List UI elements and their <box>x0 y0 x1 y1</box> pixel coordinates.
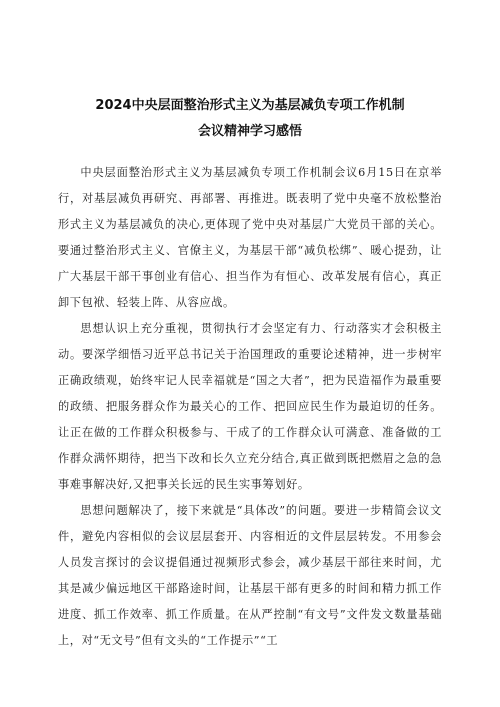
body-paragraph: 思想认识上充分重视，贯彻执行才会坚定有力、行动落实才会积极主动。要深学细悟习近平总书记关于治国理政的重要论述精神，进一步树牢正确政绩观，始终牢记人民幸福就是“国之大者”，把为民造福作为最重要的政绩、把服务群众作为最关心的工作、把回应民生作为最迫切的任务。让正在做的工作群众积极参与、干成了的工作群众认可满意、准备做的工作群众满怀期待，把当下改和长久立充分结合,真正做到既把燃眉之急的急事难事解决好,又把事关长远的民生实事筹划好。 <box>58 322 442 491</box>
document-body <box>58 160 442 654</box>
body-paragraph: 中央层面整治形式主义为基层减负专项工作机制会议6月15日在京举行，对基层减负再研究、再部署、再推进。既表明了党中央毫不放松整治形式主义为基层减负的决心,更体现了党中央对基层广大党员干部的关心。要通过整治形式主义、官僚主义，为基层干部“减负松绑”、暖心提劲，让广大基层干部干事创业有信心、担当作为有恒心、改革发展有信心，真正卸下包袱、轻装上阵、从容应战。 <box>58 166 442 309</box>
document-title-line-1: 2024中央层面整治形式主义为基层减负专项工作机制 <box>95 98 405 113</box>
document-title-line-2: 会议精神学习感悟 <box>197 124 302 139</box>
body-paragraph: 思想问题解决了，接下来就是“具体改”的问题。要进一步精简会议文件，避免内容相似的会议层层套开、内容相近的文件层层转发。不用参会人员发言探讨的会议提倡通过视频形式参会，减少基层干部往来时间，尤其是减少偏远地区干部路途时间，让基层干部有更多的时间和精力抓工作进度、抓工作效率、抓工作质量。在从严控制“有文号”文件发文数量基础上，对“无文号”但有文头的“工作提示”“工 <box>58 504 442 647</box>
